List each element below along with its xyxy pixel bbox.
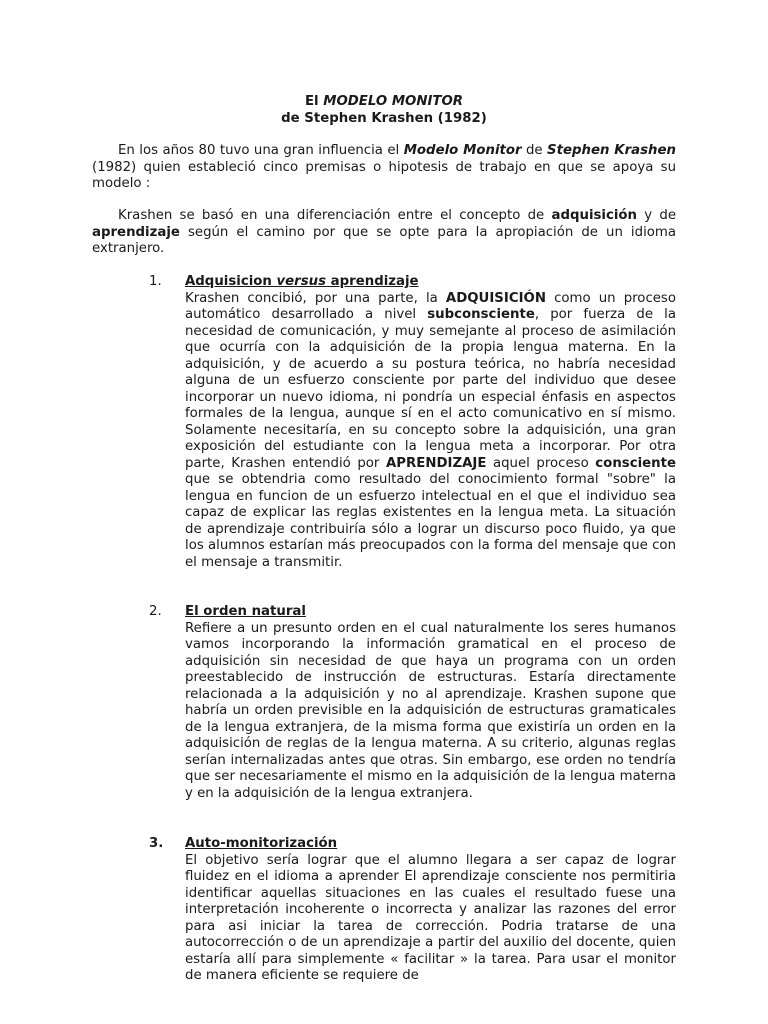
item-number: 3. xyxy=(149,836,164,851)
item-heading: Auto-monitorización xyxy=(185,836,338,851)
document-title xyxy=(92,93,676,127)
item-body: El objetivo sería lograr que el alumno llegara a ser capaz de lograr fluidez en el idioma a aprender El aprendizaje consciente nos permitiria identificar aquellas situaciones en las cuales el resultado fuese una interpretación incoherente o incorrecta y analizar las razones del error para asi iniciar la tarea de corrección. Podria tratarse de una autocorrección o de un aprendizaje a partir del auxilio del docente, quien estaría allí para simplemente « facilitar » la tarea. Para usar el monitor de manera eficiente se requiere de xyxy=(185,852,676,983)
item-heading: Adquisicion versus aprendizaje xyxy=(185,274,419,289)
intro-paragraph-1: En los años 80 tuvo una gran influencia el Modelo Monitor de Stephen Krashen (1982) quien estableció cinco premisas o hipotesis de trabajo en que se apoya su modelo : xyxy=(92,143,676,191)
item-number: 2. xyxy=(149,604,162,619)
stephen-krashen-emphasis: Stephen Krashen xyxy=(547,143,676,158)
aprendizaje-emphasis: aprendizaje xyxy=(92,224,180,240)
adquisicion-emphasis: adquisición xyxy=(551,208,638,223)
intro-paragraph-2: Krashen se basó en una diferenciación entre el concepto de adquisición y de aprendizaje según el camino por que se opte para la apropiación de un idioma extranjero. xyxy=(92,208,676,256)
title-prefix: El xyxy=(304,94,324,109)
title-line-1 xyxy=(92,93,676,110)
item-heading: El orden natural xyxy=(185,604,306,619)
title-line-2: de Stephen Krashen (1982) xyxy=(281,111,487,126)
item-body: Krashen concibió, por una parte, la ADQUISICIÓN como un proceso automático desarrollado a nivel subconsciente, por fuerza de la necesidad de comunicación, y muy semejante al proceso de asimilación que ocurría con la adquisición de la propia lengua materna. En la adquisición, y de acuerdo a su postura teórica, no habría necesidad alguna de un esfuerzo consciente por parte del individuo que desee incorporar un nuevo idioma, ni pondría un especial énfasis en aspectos formales de la lengua, aunque sí en el acto comunicativo en sí mismo. Solamente necesitaría, en su concepto sobre la adquisición, una gran exposición del estudiante con la lengua meta a incorporar. Por otra parte, Krashen entendió por APRENDIZAJE aquel proceso consciente que se obtendria como resultado del conocimiento formal "sobre" la lengua en funcion de un esfuerzo intelectual en el que el individuo sea capaz de explicar las reglas existentes en la lengua meta. La situación de aprendizaje contribuiría sólo a lograr un discurso poco fluido, ya que los alumnos estarían más preocupados con la forma del mensaje que con el mensaje a transmitir. xyxy=(185,290,677,570)
item-body: Refiere a un presunto orden en el cual naturalmente los seres humanos vamos incorporando la información gramatical en el proceso de adquisición sin necesidad de que haya un programa con un orden preestablecido de instrucción de estructuras. Estaría directamente relacionada a la adquisición y no al aprendizaje. Krashen supone que habría un orden previsible en la adquisición de estructuras gramaticales de la lengua extranjera, de la misma forma que existiría un orden en la adquisición de reglas de la lengua materna. A su criterio, algunas reglas serían internalizadas antes que otras. Sin embargo, ese orden no tendría que ser necesariamente el mismo en la adquisición de la lengua materna y en la adquisición de la lengua extranjera. xyxy=(185,620,676,801)
title-model-name: MODELO MONITOR xyxy=(323,94,464,109)
item-number: 1. xyxy=(149,274,162,289)
modelo-monitor-emphasis: Modelo Monitor xyxy=(403,143,522,158)
